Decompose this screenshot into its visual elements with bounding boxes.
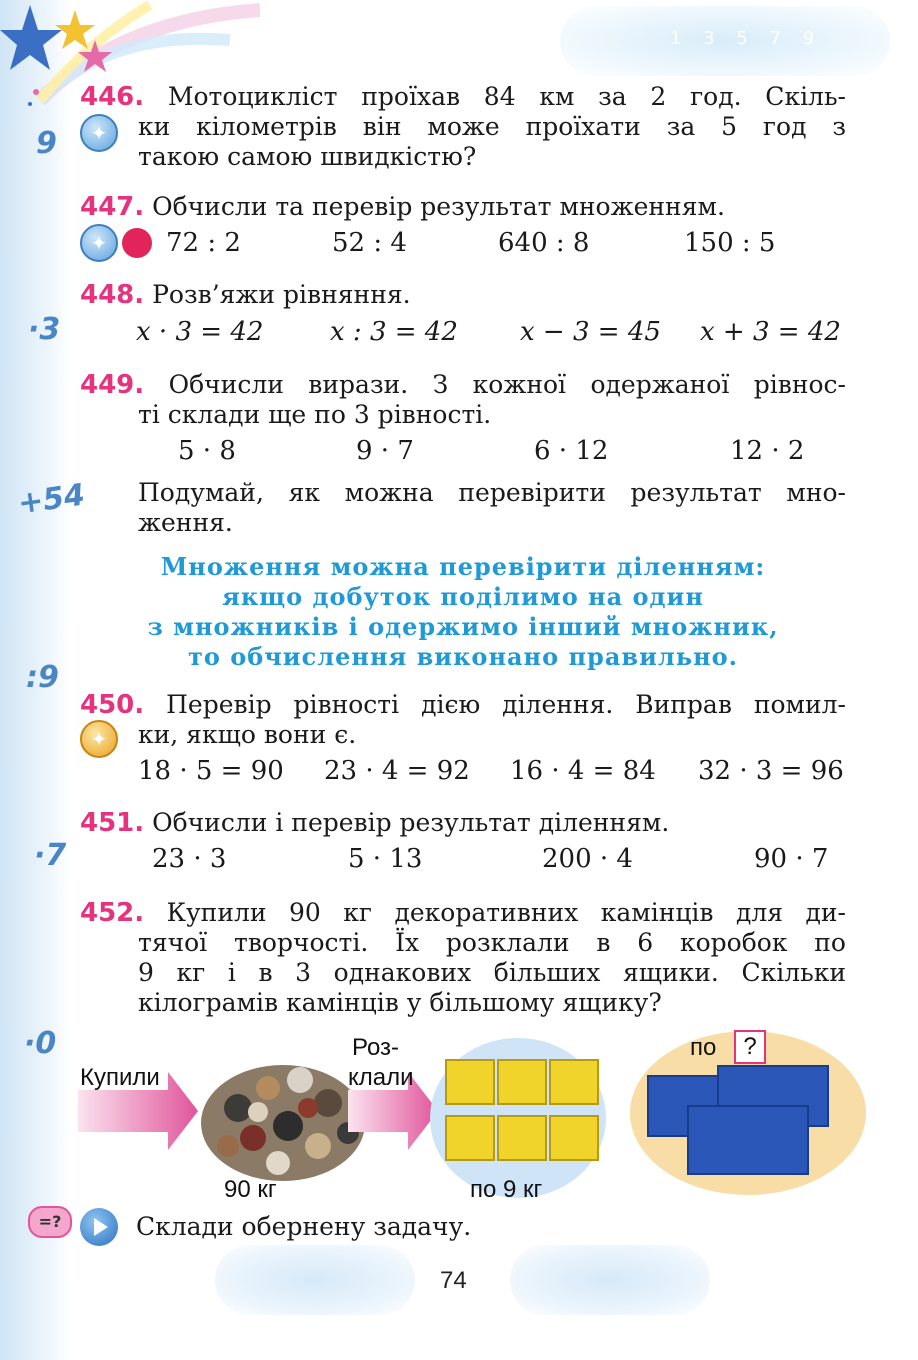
- task-text: ки кілометрів він може проїхати за 5 год з: [138, 112, 846, 141]
- side-number: +54: [15, 477, 88, 522]
- equation: x · 3 = 42: [136, 317, 264, 347]
- cloud-digits: 1 3 5 7 9: [670, 28, 823, 49]
- task-text: Обчисли вирази. З кожної одержаної рівнос-: [168, 370, 846, 399]
- side-number: ·0: [24, 1026, 57, 1061]
- expression: 90 · 7: [754, 844, 829, 874]
- task-text: кілограмів камінців у більшому ящику?: [138, 988, 662, 1017]
- rule-text: Множення можна перевірити діленням:: [160, 552, 766, 581]
- bottom-cloud-left: [215, 1245, 415, 1315]
- rule-text: з множників і одержимо інший множник,: [147, 612, 779, 641]
- expression: 150 : 5: [684, 228, 776, 258]
- puzzle-icon: ✦: [80, 114, 118, 152]
- task-number: 448.: [80, 280, 145, 310]
- task-text: такою самою швидкістю?: [138, 142, 477, 171]
- stones-weight-label: 90 кг: [224, 1176, 277, 1203]
- reverse-task-text: Склади обернену задачу.: [136, 1212, 472, 1241]
- equation: x − 3 = 45: [520, 317, 661, 347]
- side-number: ·3: [28, 312, 61, 347]
- task-number: 450.: [80, 690, 145, 720]
- small-box-weight-label: по 9 кг: [470, 1176, 543, 1203]
- task-text: Розв’яжи рівняння.: [152, 280, 411, 309]
- side-number: ·7: [34, 838, 67, 873]
- task-text: ки, якщо вони є.: [138, 720, 357, 749]
- task-text: тячої творчості. Їх розклали в 6 коробок по: [138, 928, 846, 957]
- rule-text: то обчислення виконано правильно.: [187, 642, 739, 671]
- equation: 18 · 5 = 90: [138, 756, 284, 786]
- equation: 23 · 4 = 92: [324, 756, 470, 786]
- expression: 6 · 12: [534, 436, 609, 466]
- reverse-task-badge: =?: [28, 1206, 72, 1238]
- stones-pile: [201, 1065, 365, 1181]
- equation: x : 3 = 42: [330, 317, 458, 347]
- red-dot-icon: [122, 228, 152, 258]
- task-text: 9 кг і в 3 однакових більших ящики. Скільки: [138, 958, 846, 987]
- side-number: 9: [36, 126, 57, 161]
- bottom-cloud-right: [510, 1245, 710, 1315]
- task-text: Подумай, як можна перевірити результат мно-: [138, 478, 846, 507]
- distributed-label: Роз-: [352, 1034, 400, 1061]
- puzzle-icon: ✦: [80, 720, 118, 758]
- expression: 640 : 8: [498, 228, 590, 258]
- expression: 12 · 2: [730, 436, 805, 466]
- big-box-label: по: [690, 1034, 717, 1061]
- expression: 200 · 4: [542, 844, 633, 874]
- bought-label: Купили: [80, 1064, 160, 1091]
- task-number: 452.: [80, 898, 145, 928]
- task-452-illustration: [78, 1028, 868, 1208]
- task-text: Перевір рівності дією ділення. Виправ помил-: [166, 690, 846, 719]
- expression: 23 · 3: [152, 844, 227, 874]
- puzzle-icon: ✦: [80, 224, 118, 262]
- top-number-cloud: [560, 6, 890, 76]
- equation: x + 3 = 42: [700, 317, 841, 347]
- task-text: Мотоцикліст проїхав 84 км за 2 год. Скіль-: [167, 82, 846, 111]
- expression: 72 : 2: [166, 228, 241, 258]
- task-number: 449.: [80, 370, 145, 400]
- page-number: 74: [440, 1267, 467, 1294]
- task-text: ження.: [138, 508, 233, 537]
- expression: 9 · 7: [356, 436, 414, 466]
- distributed-label: клали: [348, 1064, 414, 1091]
- task-text: ті склади ще по 3 рівності.: [138, 400, 492, 429]
- unknown-box: ?: [734, 1030, 766, 1064]
- expression: 5 · 13: [348, 844, 423, 874]
- side-number: :9: [26, 660, 59, 695]
- equation: 32 · 3 = 96: [698, 756, 844, 786]
- equation: 16 · 4 = 84: [510, 756, 656, 786]
- expression: 5 · 8: [178, 436, 236, 466]
- task-number: 447.: [80, 192, 145, 222]
- rule-text: якщо добуток поділимо на один: [222, 582, 704, 611]
- task-text: Купили 90 кг декоративних камінців для ди-: [166, 898, 846, 927]
- expression: 52 : 4: [332, 228, 407, 258]
- task-number: 451.: [80, 808, 145, 838]
- play-icon: [80, 1208, 118, 1246]
- task-number: 446.: [80, 82, 145, 112]
- task-text: Обчисли і перевір результат діленням.: [152, 808, 670, 837]
- task-text: Обчисли та перевір результат множенням.: [152, 192, 725, 221]
